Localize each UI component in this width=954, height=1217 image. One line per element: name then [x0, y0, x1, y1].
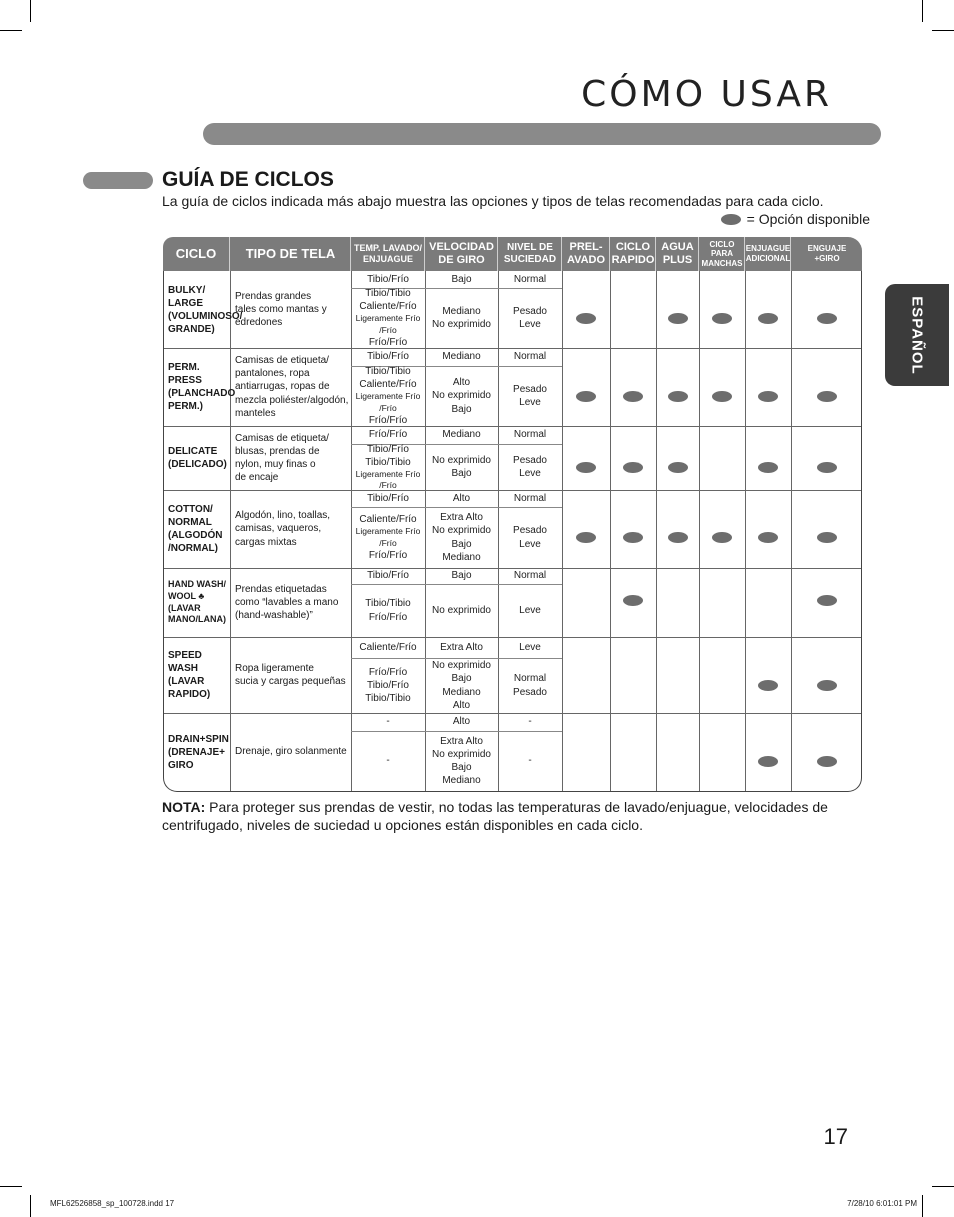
option-available-dot-icon — [623, 391, 643, 402]
table-header — [163, 237, 862, 271]
option-available-dot-icon — [623, 462, 643, 473]
other-soil-values: Normal Pesado — [513, 673, 547, 698]
fabric-type: Algodón, lino, toallas, camisas, vaqueros, cargas mixtas — [235, 510, 331, 548]
option-available-dot-icon — [576, 532, 596, 543]
other-spin-values: No exprimido — [432, 604, 491, 616]
column-header: NIVEL DE SUCIEDAD — [497, 237, 562, 271]
other-temp — [351, 584, 425, 637]
default-spin: Extra Alto — [440, 641, 483, 653]
column-header: TEMP. LAVADO/ ENJUAGUE — [350, 237, 425, 271]
other-spin — [425, 444, 498, 490]
other-temp-values: Caliente/Frío — [359, 514, 417, 526]
default-temp: Frío/Frío — [368, 429, 408, 441]
table-body — [163, 271, 862, 792]
fabric-type: Prendas grandes tales como mantas y edredones — [235, 290, 327, 329]
page-title: CÓMO USAR — [581, 74, 832, 115]
cycle-name: DELICATE (DELICADO) — [168, 446, 227, 470]
option-dot-icon — [721, 214, 741, 225]
fabric-type: Drenaje, giro solanmente — [235, 746, 347, 758]
other-temp-values: - — [386, 755, 390, 767]
note-text: Para proteger sus prendas de vestir, no todas las temperaturas de lavado/enjuague, velocidades de centrifugado, niveles de suciedad u opciones están disponibles en cada ciclo. — [162, 799, 828, 833]
footer-file: MFL62526858_sp_100728.indd 17 — [50, 1199, 175, 1208]
option-available-dot-icon — [817, 680, 837, 691]
other-temp — [351, 658, 425, 713]
legend — [721, 211, 870, 227]
option-available-dot-icon — [758, 756, 778, 767]
other-soil-values: Leve — [519, 604, 541, 616]
other-soil-values: Pesado Leve — [513, 454, 547, 479]
other-temp — [351, 366, 425, 426]
other-temp — [351, 731, 425, 791]
option-available-dot-icon — [668, 391, 688, 402]
crop-mark — [922, 1195, 923, 1217]
crop-mark — [30, 0, 31, 22]
other-spin-values: No exprimido Bajo Mediano Alto — [432, 660, 491, 711]
section-title: GUÍA DE CICLOS — [162, 168, 334, 191]
temp-small-note: Ligeramente Frío /Frío — [355, 468, 421, 491]
other-soil — [498, 366, 562, 426]
other-temp — [351, 444, 425, 490]
other-soil — [498, 444, 562, 490]
default-temp: Tibio/Frío — [367, 492, 409, 504]
language-tab — [885, 284, 949, 386]
other-temp-extra: Frío/Frío — [368, 336, 408, 348]
option-available-dot-icon — [712, 313, 732, 324]
option-available-dot-icon — [712, 391, 732, 402]
header-bar — [203, 123, 881, 145]
temp-small-note: Ligeramente Frío /Frío — [355, 391, 421, 413]
crop-mark — [932, 30, 954, 31]
option-available-dot-icon — [576, 313, 596, 324]
default-soil: Normal — [513, 429, 547, 441]
cycle-name: PERM. PRESS (PLANCHADO PERM.) — [168, 362, 236, 412]
cycle-name: SPEED WASH (LAVAR RAPIDO) — [168, 650, 211, 700]
other-temp-values: Tibio/Frío Tibio/Tibio — [365, 443, 411, 468]
other-soil — [498, 731, 562, 791]
option-available-dot-icon — [668, 532, 688, 543]
option-available-dot-icon — [668, 462, 688, 473]
temp-small-note: Ligeramente Frío /Frío — [355, 526, 421, 548]
option-available-dot-icon — [758, 532, 778, 543]
other-spin-values: Mediano No exprimido — [432, 305, 491, 330]
other-spin — [425, 366, 498, 426]
cycle-name: HAND WASH/ WOOL ♣ (LAVAR MANO/LANA) — [168, 579, 226, 625]
fabric-type: Camisas de etiqueta/ pantalones, ropa antiarrugas, ropas de mezcla poliéster/algodón, manteles — [235, 355, 349, 419]
intro-text: La guía de ciclos indicada más abajo muestra las opciones y tipos de telas recomendadas para cada ciclo. — [162, 193, 824, 209]
default-soil: Normal — [513, 273, 547, 285]
default-spin: Bajo — [451, 273, 472, 285]
other-spin — [425, 584, 498, 637]
option-available-dot-icon — [576, 462, 596, 473]
default-soil: Normal — [513, 492, 547, 504]
default-temp: Tibio/Frío — [367, 570, 409, 582]
column-header: ENJUAGUE ADICIONAL — [744, 237, 791, 271]
fabric-type: Camisas de etiqueta/ blusas, prendas de nylon, muy finas o de encaje — [235, 432, 329, 484]
fabric-type: Ropa ligeramente sucia y cargas pequeñas — [235, 662, 346, 687]
option-available-dot-icon — [758, 313, 778, 324]
other-temp — [351, 507, 425, 568]
default-temp: - — [386, 716, 390, 728]
note-label: NOTA: — [162, 799, 206, 815]
other-temp — [351, 288, 425, 348]
option-available-dot-icon — [758, 391, 778, 402]
option-available-dot-icon — [817, 462, 837, 473]
legend-label: = Opción disponible — [746, 211, 870, 227]
option-available-dot-icon — [758, 462, 778, 473]
column-header: CICLO RAPIDO — [609, 237, 656, 271]
option-available-dot-icon — [623, 532, 643, 543]
note — [162, 799, 862, 834]
default-temp: Caliente/Frío — [359, 641, 417, 653]
default-spin: Mediano — [442, 429, 481, 441]
column-header: TIPO DE TELA — [229, 237, 351, 271]
temp-small-note: Ligeramente Frío /Frío — [355, 313, 421, 335]
crop-mark — [0, 30, 22, 31]
default-spin: Alto — [452, 492, 471, 504]
other-spin-values: Extra Alto No exprimido Bajo Mediano — [432, 735, 491, 787]
column-header: ENGUAJE +GIRO — [790, 237, 863, 271]
other-spin — [425, 658, 498, 713]
default-soil: - — [528, 716, 532, 728]
column-header: CICLO PARA MANCHAS — [698, 237, 745, 271]
column-header: PREL- AVADO — [561, 237, 610, 271]
default-soil: Normal — [513, 351, 547, 363]
other-spin-values: Alto No exprimido Bajo — [432, 377, 491, 415]
option-available-dot-icon — [817, 595, 837, 606]
other-temp-values: Tibio/Tibio Caliente/Frío — [359, 288, 417, 313]
option-available-dot-icon — [712, 532, 732, 543]
other-temp-values: Tibio/Tibio Frío/Frío — [365, 598, 411, 623]
option-available-dot-icon — [817, 532, 837, 543]
other-spin — [425, 731, 498, 791]
default-spin: Mediano — [442, 351, 481, 363]
option-available-dot-icon — [817, 756, 837, 767]
section-pill — [83, 172, 153, 189]
other-soil-values: Pesado Leve — [513, 305, 547, 330]
column-header: CICLO — [175, 246, 217, 262]
crop-mark — [30, 1195, 31, 1217]
cycle-name: BULKY/ LARGE (VOLUMINOSO/ GRANDE) — [168, 284, 243, 335]
default-temp: Tibio/Frío — [367, 351, 409, 363]
default-temp: Tibio/Frío — [367, 273, 409, 285]
column-header: AGUA PLUS — [655, 237, 699, 271]
other-soil-values: - — [528, 755, 532, 767]
crop-mark — [0, 1186, 22, 1187]
crop-mark — [932, 1186, 954, 1187]
cycle-name: DRAIN+SPIN (DRENAJE+ GIRO — [168, 733, 229, 771]
option-available-dot-icon — [576, 391, 596, 402]
cycle-name: COTTON/ NORMAL (ALGODÓN /NORMAL) — [168, 504, 223, 554]
cycle-guide-table — [163, 237, 862, 792]
footer-date: 7/28/10 6:01:01 PM — [847, 1199, 917, 1208]
default-soil: Normal — [513, 570, 547, 582]
other-soil — [498, 507, 562, 568]
language-tab-label: ESPAÑOL — [908, 295, 926, 375]
default-spin: Bajo — [451, 570, 472, 582]
other-spin — [425, 288, 498, 348]
other-spin-values: No exprimido Bajo — [432, 454, 491, 479]
fabric-type: Prendas etiquetadas como “lavables a mano (hand-washable)” — [235, 583, 339, 622]
option-available-dot-icon — [623, 595, 643, 606]
page-number: 17 — [823, 1124, 848, 1149]
default-spin: Alto — [452, 716, 471, 728]
other-temp-values: Frío/Frío Tibio/Frío Tibio/Tibio — [365, 666, 411, 705]
option-available-dot-icon — [758, 680, 778, 691]
crop-mark — [922, 0, 923, 22]
other-spin — [425, 507, 498, 568]
other-temp-extra: Frío/Frío — [368, 414, 408, 426]
column-header: VELOCIDAD DE GIRO — [424, 237, 498, 271]
other-temp-values: Tibio/Tibio Caliente/Frío — [359, 366, 417, 391]
other-soil — [498, 288, 562, 348]
other-soil — [498, 658, 562, 713]
other-spin-values: Extra Alto No exprimido Bajo Mediano — [432, 512, 491, 563]
other-soil-values: Pesado Leve — [513, 383, 547, 408]
default-soil: Leve — [519, 641, 541, 653]
option-available-dot-icon — [668, 313, 688, 324]
other-temp-extra: Frío/Frío — [368, 549, 408, 561]
option-available-dot-icon — [817, 313, 837, 324]
option-available-dot-icon — [817, 391, 837, 402]
other-soil — [498, 584, 562, 637]
other-soil-values: Pesado Leve — [513, 525, 547, 550]
